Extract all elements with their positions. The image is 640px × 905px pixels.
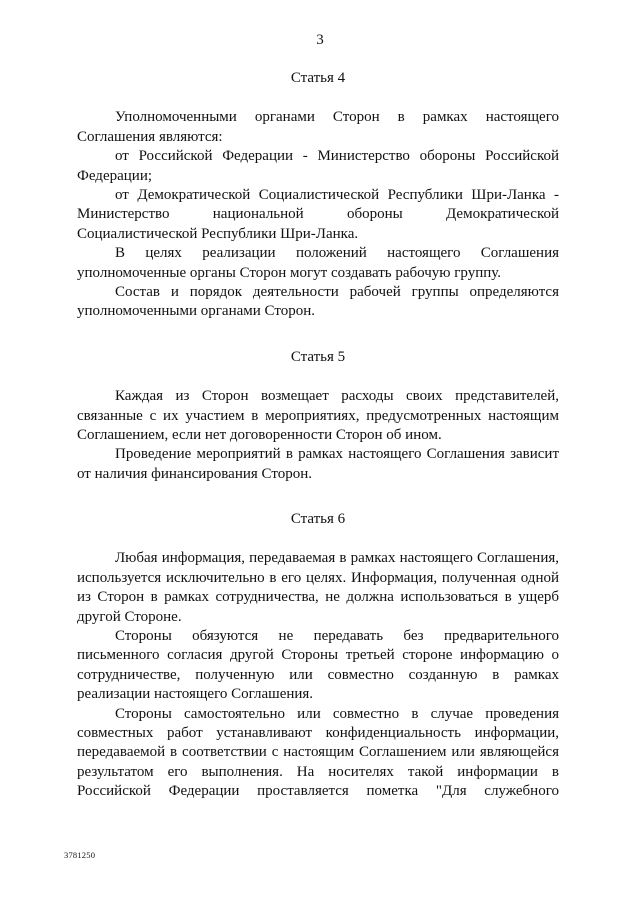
paragraph bbox=[77, 244, 559, 283]
text-line: Министерство национальной обороны Демократической bbox=[77, 206, 559, 223]
paragraph bbox=[77, 705, 559, 802]
document-body bbox=[77, 63, 559, 802]
article-heading: Статья 6 bbox=[290, 511, 346, 528]
text-line: Проведение мероприятий в рамках настоящего Соглашения зависит bbox=[115, 446, 559, 463]
paragraph bbox=[77, 147, 559, 186]
text-line: Федерации; bbox=[77, 167, 153, 184]
paragraph bbox=[77, 627, 559, 705]
article-heading: Статья 4 bbox=[290, 70, 346, 86]
text-line: Каждая из Сторон возмещает расходы своих представителей, bbox=[115, 388, 559, 405]
document-code: 3781250 bbox=[64, 850, 96, 860]
text-line: реализации настоящего Соглашения. bbox=[77, 686, 314, 703]
text-line: Соглашения являются: bbox=[77, 128, 223, 145]
text-line: из Сторон в рамках сотрудничества, не должна использоваться в ущерб bbox=[77, 589, 559, 606]
paragraph bbox=[77, 108, 559, 147]
text-line: передаваемой в соответствии с настоящим Соглашением или являющейся bbox=[77, 744, 559, 761]
text-line: В целях реализации положений настоящего Соглашения bbox=[115, 245, 559, 262]
text-line: Состав и порядок деятельности рабочей группы определяются bbox=[115, 283, 559, 300]
page-number: 3 bbox=[316, 32, 324, 48]
text-line: Социалистической Республики Шри-Ланка. bbox=[77, 225, 359, 242]
text-line: связанные с их участием в мероприятиях, предусмотренных настоящим bbox=[77, 407, 559, 424]
text-line: от Демократической Социалистической Республики Шри-Ланка - bbox=[115, 186, 559, 203]
text-line: Уполномоченными органами Сторон в рамках настоящего bbox=[115, 109, 559, 126]
text-line: сотрудничестве, полученную или совместно созданную в рамках bbox=[77, 666, 559, 683]
text-line: Любая информация, передаваемая в рамках настоящего Соглашения, bbox=[115, 550, 559, 567]
text-line: используется исключительно в его целях. Информация, полученная одной bbox=[77, 569, 559, 586]
text-line: совместных работ устанавливают конфиденциальность информации, bbox=[77, 724, 559, 741]
text-line: письменного согласия другой Стороны третьей стороне информацию о bbox=[77, 647, 559, 664]
text-line: уполномоченные органы Сторон могут создавать рабочую группу. bbox=[77, 264, 502, 281]
paragraph bbox=[77, 387, 559, 445]
paragraph bbox=[77, 549, 559, 627]
text-line: другой Стороне. bbox=[77, 608, 182, 625]
text-line: Стороны обязуются не передавать без предварительного bbox=[115, 628, 559, 645]
text-line: Стороны самостоятельно или совместно в случае проведения bbox=[115, 705, 559, 722]
text-line: уполномоченными органами Сторон. bbox=[77, 303, 315, 320]
paragraph bbox=[77, 283, 559, 322]
text-line: результатом его выполнения. На носителях такой информации в bbox=[77, 763, 559, 780]
text-line: Российской Федерации проставляется пометка "Для служебного bbox=[77, 783, 559, 800]
paragraph bbox=[77, 445, 559, 484]
article-heading: Статья 5 bbox=[290, 348, 346, 365]
text-line: Соглашением, если нет договоренности Сторон об ином. bbox=[77, 426, 442, 443]
text-line: от Российской Федерации - Министерство обороны Российской bbox=[115, 148, 559, 165]
text-line: от наличия финансирования Сторон. bbox=[77, 465, 312, 482]
paragraph bbox=[77, 186, 559, 244]
